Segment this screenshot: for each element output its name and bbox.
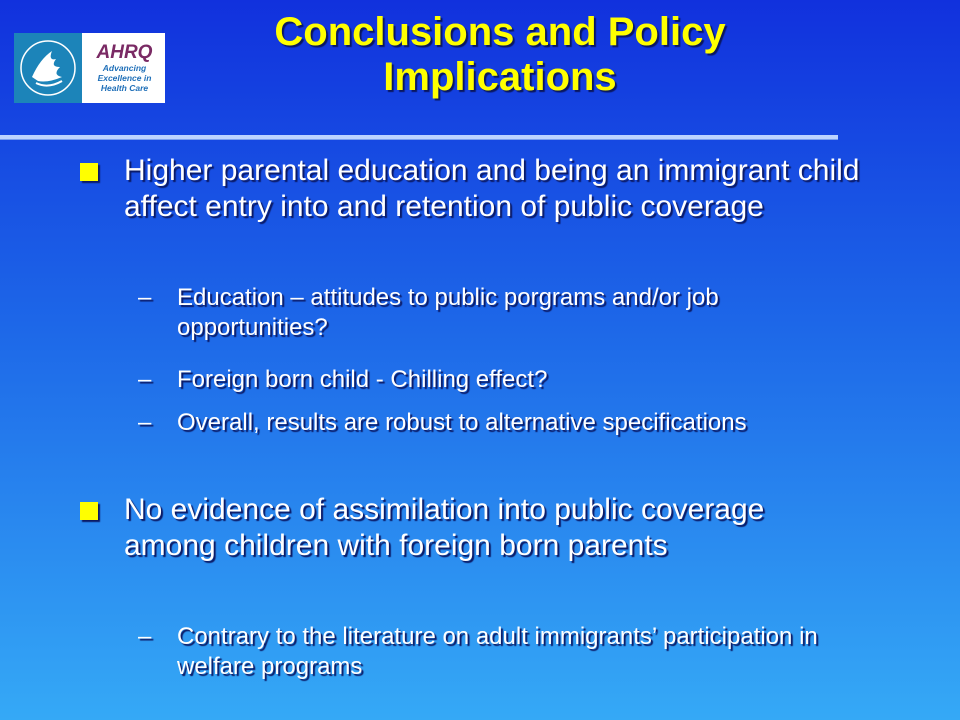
sub-bullet-dash: –: [138, 284, 152, 311]
sub-bullet-dash: –: [138, 623, 152, 650]
slide-title: Conclusions and Policy Implications: [274, 10, 726, 99]
sub-bullet-dash: –: [138, 366, 152, 393]
ahrq-tagline-1: Advancing: [102, 63, 147, 73]
sub-bullet-dash: –: [138, 409, 152, 436]
ahrq-tagline-2: Excellence in: [97, 73, 152, 83]
sub-bullet-item: Education – attitudes to public porgrams and/or job opportunities?: [177, 284, 719, 341]
bullet-marker-icon: [80, 163, 98, 181]
bullet-item: Higher parental education and being an immigrant child affect entry into and retention of public coverage: [124, 154, 860, 223]
hhs-eagle-icon: [14, 33, 82, 103]
bullet-item: No evidence of assimilation into public coverage among children with foreign born parents: [124, 493, 765, 562]
bullet-marker-icon: [80, 502, 98, 520]
ahrq-tagline-3: Health Care: [100, 83, 149, 93]
ahrq-wordmark: AHRQ: [96, 42, 153, 63]
sub-bullet-item: Overall, results are robust to alternative specifications: [177, 409, 747, 436]
ahrq-logo: [14, 33, 165, 103]
sub-bullet-item: Contrary to the literature on adult immigrants’ participation in welfare programs: [177, 623, 818, 680]
sub-bullet-item: Foreign born child - Chilling effect?: [177, 366, 548, 393]
title-divider: [0, 135, 838, 140]
